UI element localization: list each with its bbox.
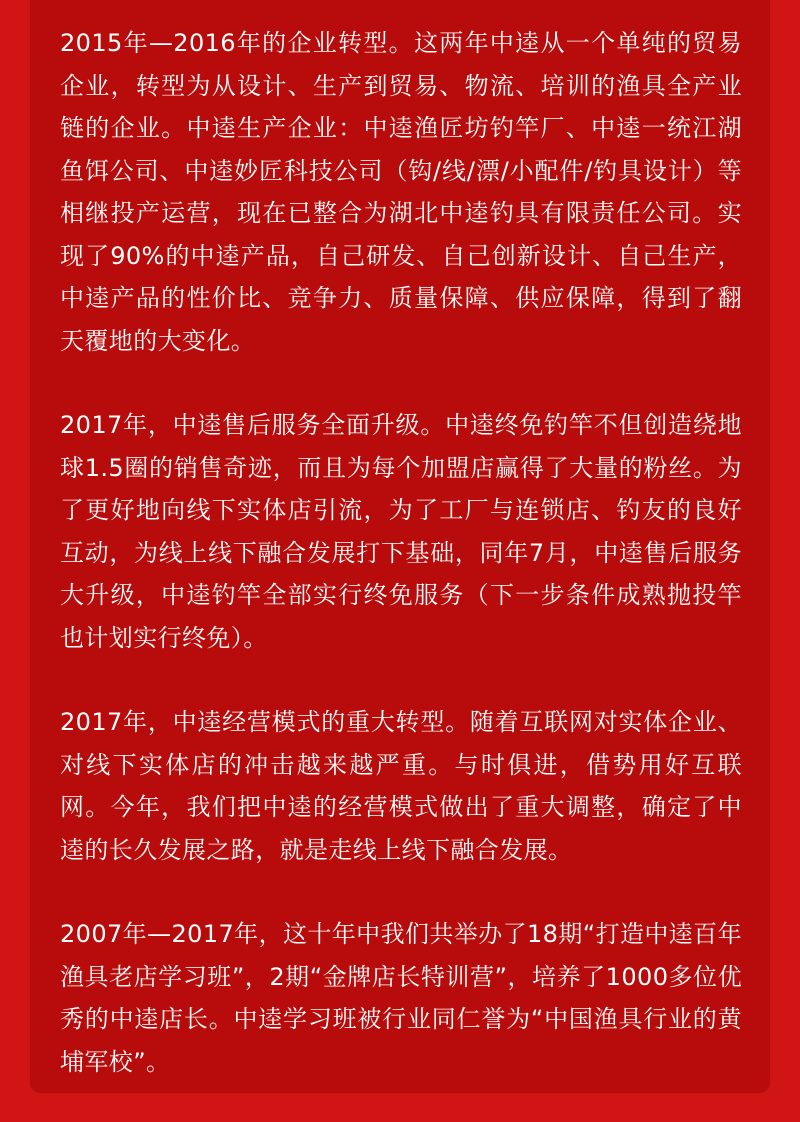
paragraph-business-model-2017: 2017年，中逵经营模式的重大转型。随着互联网对实体企业、对线下实体店的冲击越来越严重。与时俱进，借势用好互联网。今年，我们把中逵的经营模式做出了重大调整，确定了中逵的长久发展之路，就是走线上线下融合发展。: [60, 708, 742, 864]
paragraph-after-sales-2017: 2017年，中逵售后服务全面升级。中逵终免钓竿不但创造绕地球1.5圈的销售奇迹，而且为每个加盟店赢得了大量的粉丝。为了更好地向线下实体店引流，为了工厂与连锁店、钓友的良好互动，为线上线下融合发展打下基础，同年7月，中逵售后服务大升级，中逵钓竿全部实行终免服务（下一步条件成熟抛投竿也计划实行终免）。: [60, 411, 742, 652]
content-card: [30, 0, 770, 1093]
paragraph-training-2007-2017: 2007年—2017年，这十年中我们共举办了18期“打造中逵百年渔具老店学习班”，2期“金牌店长特训营”，培养了1000多位优秀的中逵店长。中逵学习班被行业同仁誉为“中国渔具行业的黄埔军校”。: [60, 920, 742, 1076]
paragraph-transformation-2015-2016: 2015年—2016年的企业转型。这两年中逵从一个单纯的贸易企业，转型为从设计、生产到贸易、物流、培训的渔具全产业链的企业。中逵生产企业：中逵渔匠坊钓竿厂、中逵一统江湖鱼饵公司、中逵妙匠科技公司（钩/线/漂/小配件/钓具设计）等相继投产运营，现在已整合为湖北中逵钓具有限责任公司。实现了90%的中逵产品，自己研发、自己创新设计、自己生产，中逵产品的性价比、竞争力、质量保障、供应保障，得到了翻天覆地的大变化。: [60, 29, 742, 355]
